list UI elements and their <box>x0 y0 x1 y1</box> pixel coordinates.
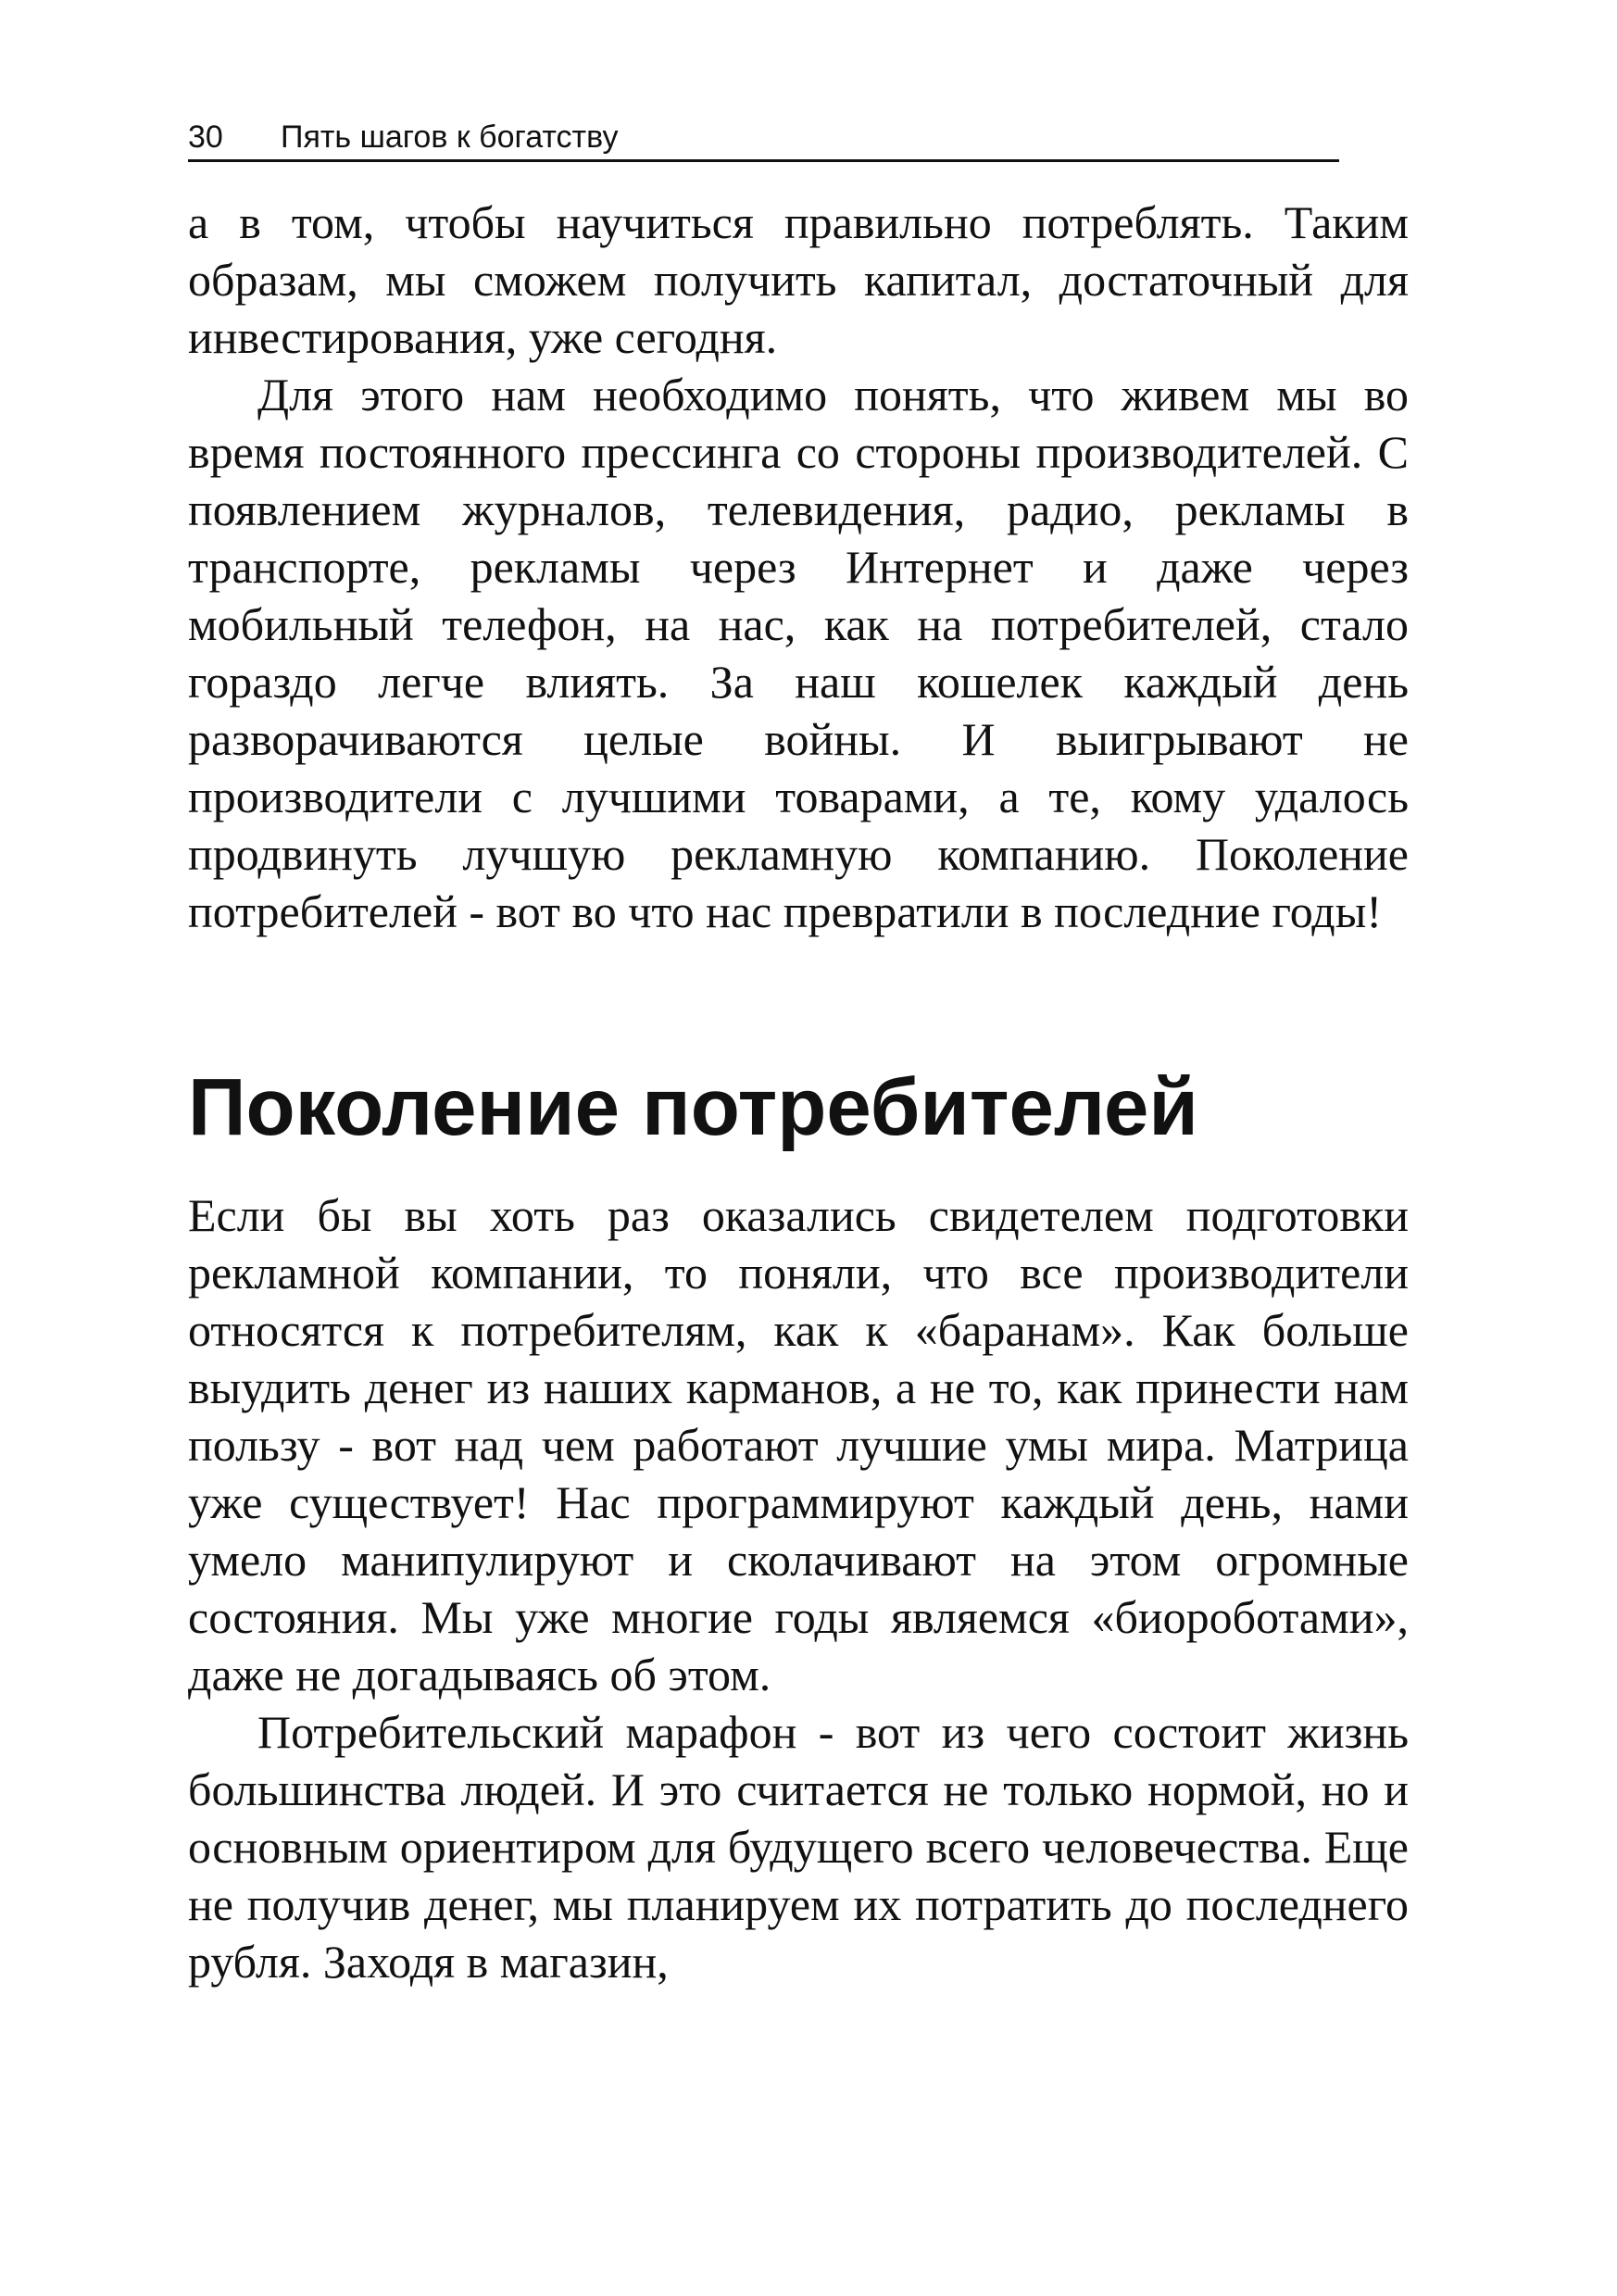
body-text-section <box>188 1186 1409 1990</box>
paragraph-producers-pressure: Для этого нам необходимо понять, что живем мы во время постоянного прессинга со стороны производителей. С появлением журналов, телевидения, радио, рекламы в транспорте, рекламы через Интернет и даже через мобильный телефон, на нас, как на потребителей, стало гораздо легче влиять. За наш кошелек каждый день разворачиваются целые войны. И выигрывают не производители с лучшими товарами, а те, кому удалось продвинуть лучшую рекламную компанию. Поколение потребителей - вот во что нас превратили в последние годы! <box>188 369 1409 937</box>
page-number: 30 <box>188 119 223 155</box>
book-title: Пять шагов к богатству <box>281 119 619 155</box>
paragraph-consumer-marathon: Потребительский марафон - вот из чего состоит жизнь большинства людей. И это считается не только нормой, но и основным ориентиром для будущего всего человечества. Еще не получив денег, мы планируем их потратить до последнего рубля. Заходя в магазин, <box>188 1706 1409 1988</box>
body-text-top <box>188 194 1409 940</box>
paragraph-advertising: Если бы вы хоть раз оказались свидетелем подготовки рекламной компании, то поняли, что все производители относятся к потребителям, как к «баранам». Как больше выудить денег из наших карманов, а не то, как принести нам пользу - вот над чем работают лучшие умы мира. Матрица уже существует! Нас программируют каждый день, нами умело манипулируют и сколачивают на этом огромные состояния. Мы уже многие годы являемся «биороботами», даже не догадываясь об этом. <box>188 1189 1409 1700</box>
section-heading: Поколение потребителей <box>188 1062 1198 1152</box>
running-header <box>188 119 1339 162</box>
paragraph-continuation: а в том, чтобы научиться правильно потреблять. Таким образам, мы сможем получить капитал, достаточный для инвестирования, уже сегодня. <box>188 196 1409 363</box>
